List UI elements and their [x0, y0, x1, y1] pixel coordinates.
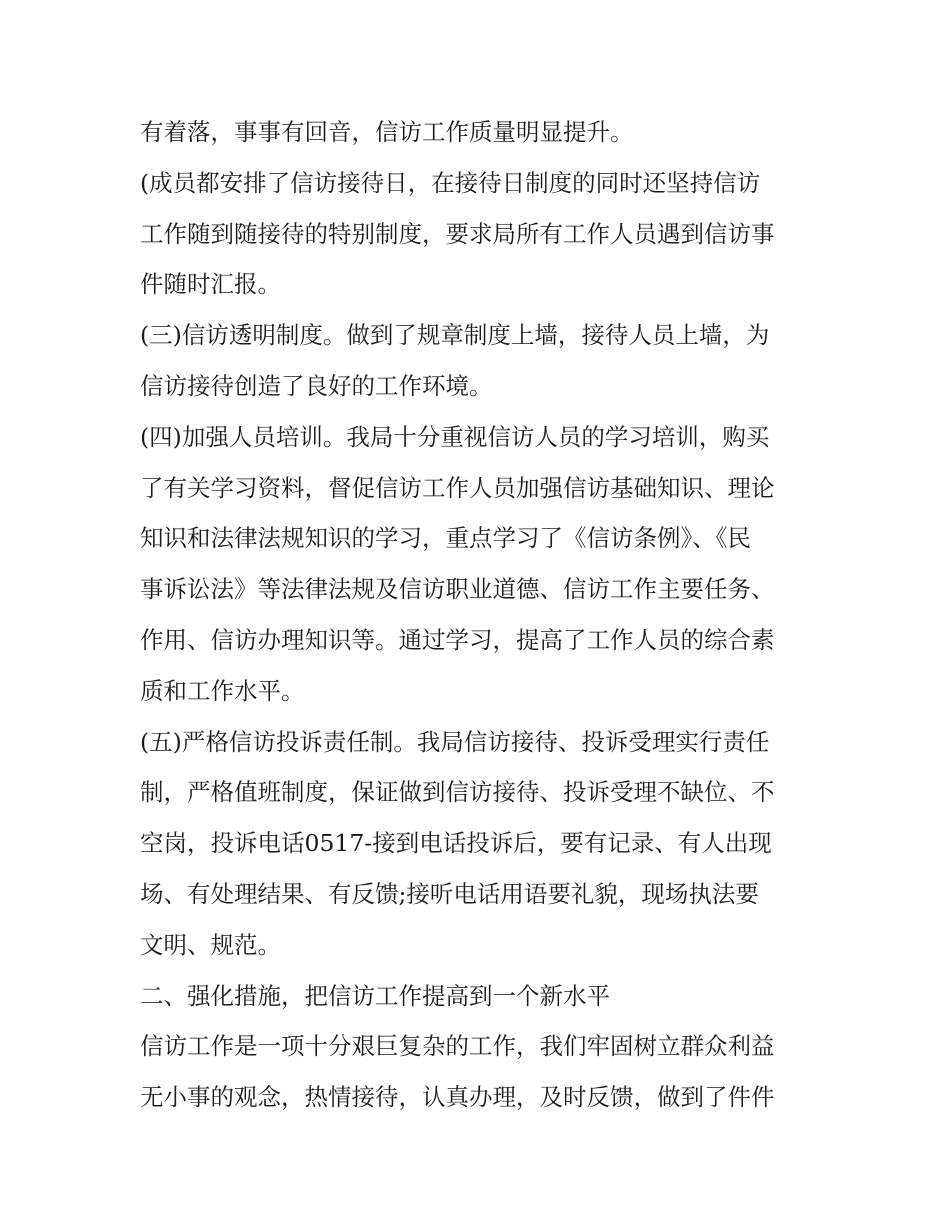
text-line: 有着落，事事有回音，信访工作质量明显提升。: [140, 118, 634, 146]
text-line: 知识和法律法规知识的学习，重点学习了《信访条例》、《民: [140, 524, 751, 553]
section-heading: 二、强化措施，把信访工作提高到一个新水平: [140, 981, 610, 1010]
text-line: (四)加强人员培训。我局十分重视信访人员的学习培训，购买: [140, 422, 770, 451]
text-line: 信访工作是一项十分艰巨复杂的工作，我们牢固树立群众利益: [140, 1032, 775, 1061]
text-line: 了有关学习资料，督促信访工作人员加强信访基础知识、理论: [140, 473, 775, 502]
text-line: (五)严格信访投诉责任制。我局信访接待、投诉受理实行责任: [140, 727, 770, 756]
text-line: 事诉讼法》等法律法规及信访职业道德、信访工作主要任务、: [140, 575, 775, 604]
text-line: 无小事的观念，热情接待，认真办理，及时反馈，做到了件件: [140, 1083, 775, 1112]
text-line: 作用、信访办理知识等。通过学习，提高了工作人员的综合素: [140, 625, 775, 654]
text-line: 件随时汇报。: [140, 270, 281, 299]
text-line: 文明、规范。: [140, 930, 281, 959]
text-line: 制，严格值班制度，保证做到信访接待、投诉受理不缺位、不: [140, 778, 775, 807]
text-line: (成员都安排了信访接待日，在接待日制度的同时还坚持信访: [140, 168, 761, 197]
text-line: (三)信访透明制度。做到了规章制度上墙，接待人员上墙，为: [140, 321, 770, 350]
text-line: 工作随到随接待的特别制度，要求局所有工作人员遇到信访事: [140, 219, 775, 248]
text-line: 场、有处理结果、有反馈;接听电话用语要礼貌，现场执法要: [140, 879, 759, 908]
text-line: 空岗，投诉电话0517-接到电话投诉后，要有记录、有人出现: [140, 829, 772, 858]
text-line: 信访接待创造了良好的工作环境。: [140, 371, 493, 400]
document-body: [140, 107, 820, 1123]
text-line: 质和工作水平。: [140, 676, 305, 705]
